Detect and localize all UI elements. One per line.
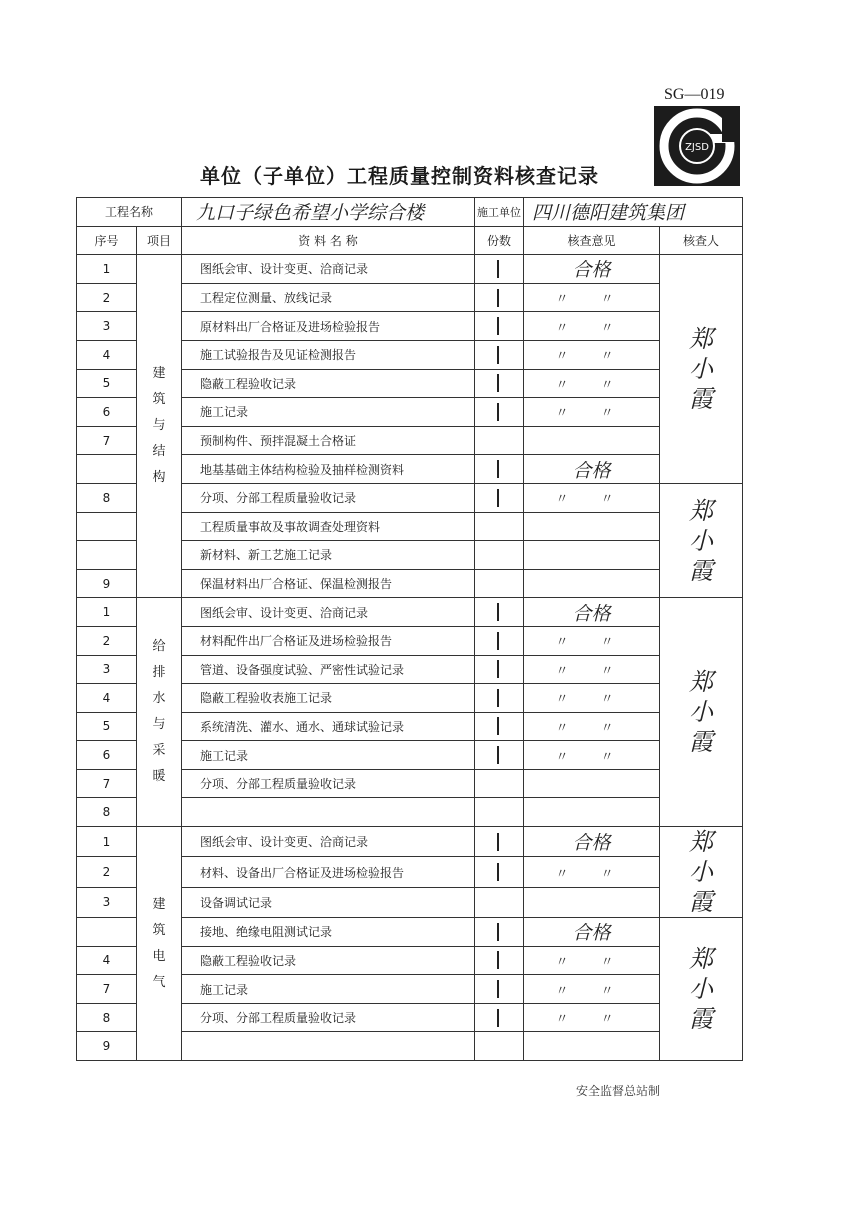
row-document: 分项、分部工程质量验收记录	[182, 769, 475, 798]
row-seq: 2	[77, 857, 137, 887]
row-seq: 4	[77, 946, 137, 975]
count-tally-mark	[497, 346, 499, 364]
row-seq: 1	[77, 255, 137, 284]
project-info-row	[77, 198, 743, 227]
checker-signature	[660, 827, 743, 918]
row-document: 施工记录	[182, 975, 475, 1004]
row-opinion	[524, 769, 660, 798]
count-tally-mark	[497, 489, 499, 507]
form-code: SG—019	[664, 86, 725, 103]
checker-signature	[660, 255, 743, 484]
row-opinion: 〃 〃	[524, 340, 660, 369]
row-seq: 1	[77, 598, 137, 627]
row-seq	[77, 918, 137, 947]
section-char: 暖	[152, 769, 166, 785]
row-seq: 6	[77, 398, 137, 427]
signature-char: 郑	[689, 828, 714, 857]
checker-signature	[660, 598, 743, 827]
row-opinion: 合格	[524, 598, 660, 627]
row-count	[475, 684, 524, 713]
row-opinion: 合格	[524, 827, 660, 857]
row-document: 分项、分部工程质量验收记录	[182, 1003, 475, 1032]
section-char: 气	[152, 974, 166, 990]
section-char: 结	[152, 444, 166, 460]
row-seq: 1	[77, 827, 137, 857]
count-tally-mark	[497, 289, 499, 307]
row-document: 管道、设备强度试验、严密性试验记录	[182, 655, 475, 684]
row-seq: 5	[77, 369, 137, 398]
row-seq: 3	[77, 887, 137, 917]
column-header-row	[77, 226, 743, 255]
section-char: 与	[152, 418, 166, 434]
row-count	[475, 340, 524, 369]
row-document: 预制构件、预拌混凝土合格证	[182, 426, 475, 455]
section-char: 排	[152, 665, 166, 681]
checker-signature	[660, 483, 743, 597]
row-count	[475, 827, 524, 857]
count-tally-mark	[497, 863, 499, 881]
row-count	[475, 398, 524, 427]
row-count	[475, 918, 524, 947]
col-count: 份数	[475, 226, 524, 255]
signature-char: 霞	[689, 888, 714, 917]
signature-char: 小	[689, 355, 714, 384]
row-document: 保温材料出厂合格证、保温检测报告	[182, 569, 475, 598]
signature-char: 小	[689, 526, 714, 555]
row-seq: 8	[77, 483, 137, 512]
row-document: 隐蔽工程验收记录	[182, 369, 475, 398]
signature-char: 小	[689, 975, 714, 1004]
table-row	[77, 255, 743, 284]
count-tally-mark	[497, 1009, 499, 1027]
row-seq	[77, 512, 137, 541]
row-count	[475, 512, 524, 541]
contractor-label: 施工单位	[475, 198, 524, 227]
signature-char: 小	[689, 698, 714, 727]
footer-issuer: 安全监督总站制	[576, 1084, 661, 1098]
section-char: 给	[152, 639, 166, 655]
signature-char: 郑	[689, 945, 714, 974]
row-document	[182, 1032, 475, 1061]
row-count	[475, 626, 524, 655]
project-name-value: 九口子绿色希望小学综合楼	[182, 198, 475, 227]
row-document: 图纸会审、设计变更、洽商记录	[182, 827, 475, 857]
section-item-label	[137, 827, 182, 1061]
count-tally-mark	[497, 689, 499, 707]
count-tally-mark	[497, 833, 499, 851]
row-seq: 4	[77, 340, 137, 369]
row-seq	[77, 541, 137, 570]
row-seq: 7	[77, 426, 137, 455]
row-count	[475, 887, 524, 917]
row-count	[475, 483, 524, 512]
row-seq: 8	[77, 798, 137, 827]
row-count	[475, 598, 524, 627]
row-document: 分项、分部工程质量验收记录	[182, 483, 475, 512]
row-document: 地基基础主体结构检验及抽样检测资料	[182, 455, 475, 484]
row-seq: 3	[77, 312, 137, 341]
count-tally-mark	[497, 460, 499, 478]
row-document: 隐蔽工程验收表施工记录	[182, 684, 475, 713]
row-document: 隐蔽工程验收记录	[182, 946, 475, 975]
row-opinion: 〃 〃	[524, 626, 660, 655]
col-item: 项目	[137, 226, 182, 255]
row-opinion: 〃 〃	[524, 398, 660, 427]
signature-char: 郑	[689, 668, 714, 697]
row-seq: 5	[77, 712, 137, 741]
row-seq	[77, 455, 137, 484]
row-opinion: 〃 〃	[524, 483, 660, 512]
row-seq: 6	[77, 741, 137, 770]
count-tally-mark	[497, 603, 499, 621]
signature-char: 郑	[689, 496, 714, 525]
row-count	[475, 426, 524, 455]
svg-text:ZJSD: ZJSD	[685, 142, 709, 153]
count-tally-mark	[497, 660, 499, 678]
row-document: 工程定位测量、放线记录	[182, 283, 475, 312]
row-seq: 7	[77, 975, 137, 1004]
row-count	[475, 798, 524, 827]
signature-char: 小	[689, 858, 714, 887]
row-opinion	[524, 541, 660, 570]
row-opinion: 合格	[524, 918, 660, 947]
row-document: 工程质量事故及事故调查处理资料	[182, 512, 475, 541]
row-count	[475, 312, 524, 341]
row-opinion: 〃 〃	[524, 712, 660, 741]
page-title: 单位（子单位）工程质量控制资料核查记录	[200, 164, 599, 188]
row-count	[475, 569, 524, 598]
row-count	[475, 255, 524, 284]
col-checker: 核查人	[660, 226, 743, 255]
row-opinion	[524, 1032, 660, 1061]
signature-char: 霞	[689, 728, 714, 757]
row-document: 材料、设备出厂合格证及进场检验报告	[182, 857, 475, 887]
row-document	[182, 798, 475, 827]
row-count	[475, 283, 524, 312]
section-char: 水	[152, 691, 166, 707]
row-opinion: 〃 〃	[524, 283, 660, 312]
checker-signature	[660, 918, 743, 1061]
signature-char: 霞	[689, 1005, 714, 1034]
row-count	[475, 975, 524, 1004]
row-count	[475, 857, 524, 887]
project-name-label: 工程名称	[77, 198, 182, 227]
row-opinion: 合格	[524, 255, 660, 284]
inspection-table	[76, 197, 743, 1061]
signature-char: 郑	[689, 325, 714, 354]
section-char: 筑	[152, 922, 166, 938]
signature-char: 霞	[689, 385, 714, 414]
row-seq: 8	[77, 1003, 137, 1032]
count-tally-mark	[497, 317, 499, 335]
count-tally-mark	[497, 717, 499, 735]
row-count	[475, 541, 524, 570]
row-document: 材料配件出厂合格证及进场检验报告	[182, 626, 475, 655]
row-seq: 7	[77, 769, 137, 798]
row-count	[475, 369, 524, 398]
count-tally-mark	[497, 923, 499, 941]
row-opinion: 〃 〃	[524, 684, 660, 713]
row-opinion: 〃 〃	[524, 369, 660, 398]
count-tally-mark	[497, 746, 499, 764]
section-item-label	[137, 255, 182, 598]
count-tally-mark	[497, 632, 499, 650]
row-seq: 3	[77, 655, 137, 684]
signature-char: 霞	[689, 556, 714, 585]
row-opinion: 〃 〃	[524, 857, 660, 887]
row-document: 施工记录	[182, 398, 475, 427]
col-seq: 序号	[77, 226, 137, 255]
row-document: 接地、绝缘电阻测试记录	[182, 918, 475, 947]
section-char: 采	[152, 743, 166, 759]
logo-emblem	[654, 106, 740, 186]
section-char: 构	[152, 470, 166, 486]
row-document: 系统清洗、灌水、通水、通球试验记录	[182, 712, 475, 741]
section-char: 电	[152, 948, 166, 964]
row-seq: 9	[77, 569, 137, 598]
row-seq: 9	[77, 1032, 137, 1061]
table-row	[77, 827, 743, 857]
section-char: 建	[152, 366, 166, 382]
row-document: 图纸会审、设计变更、洽商记录	[182, 255, 475, 284]
row-opinion: 〃 〃	[524, 312, 660, 341]
row-document: 施工试验报告及见证检测报告	[182, 340, 475, 369]
table-row	[77, 598, 743, 627]
row-document: 图纸会审、设计变更、洽商记录	[182, 598, 475, 627]
row-count	[475, 655, 524, 684]
row-opinion	[524, 887, 660, 917]
row-count	[475, 946, 524, 975]
row-count	[475, 769, 524, 798]
count-tally-mark	[497, 951, 499, 969]
row-document: 施工记录	[182, 741, 475, 770]
row-seq: 4	[77, 684, 137, 713]
row-seq: 2	[77, 283, 137, 312]
row-opinion	[524, 426, 660, 455]
row-document: 原材料出厂合格证及进场检验报告	[182, 312, 475, 341]
row-opinion: 〃 〃	[524, 975, 660, 1004]
count-tally-mark	[497, 403, 499, 421]
row-opinion: 〃 〃	[524, 1003, 660, 1032]
row-opinion	[524, 512, 660, 541]
row-count	[475, 455, 524, 484]
row-opinion	[524, 569, 660, 598]
row-document: 设备调试记录	[182, 887, 475, 917]
row-seq: 2	[77, 626, 137, 655]
section-char: 与	[152, 717, 166, 733]
section-item-label	[137, 598, 182, 827]
col-doc: 资 料 名 称	[182, 226, 475, 255]
col-opinion: 核查意见	[524, 226, 660, 255]
row-count	[475, 712, 524, 741]
row-count	[475, 741, 524, 770]
row-opinion: 合格	[524, 455, 660, 484]
row-count	[475, 1032, 524, 1061]
count-tally-mark	[497, 374, 499, 392]
count-tally-mark	[497, 980, 499, 998]
row-document: 新材料、新工艺施工记录	[182, 541, 475, 570]
section-char: 建	[152, 896, 166, 912]
row-count	[475, 1003, 524, 1032]
row-opinion: 〃 〃	[524, 741, 660, 770]
row-opinion: 〃 〃	[524, 655, 660, 684]
row-opinion	[524, 798, 660, 827]
section-char: 筑	[152, 392, 166, 408]
row-opinion: 〃 〃	[524, 946, 660, 975]
count-tally-mark	[497, 260, 499, 278]
contractor-value: 四川德阳建筑集团	[524, 198, 743, 227]
